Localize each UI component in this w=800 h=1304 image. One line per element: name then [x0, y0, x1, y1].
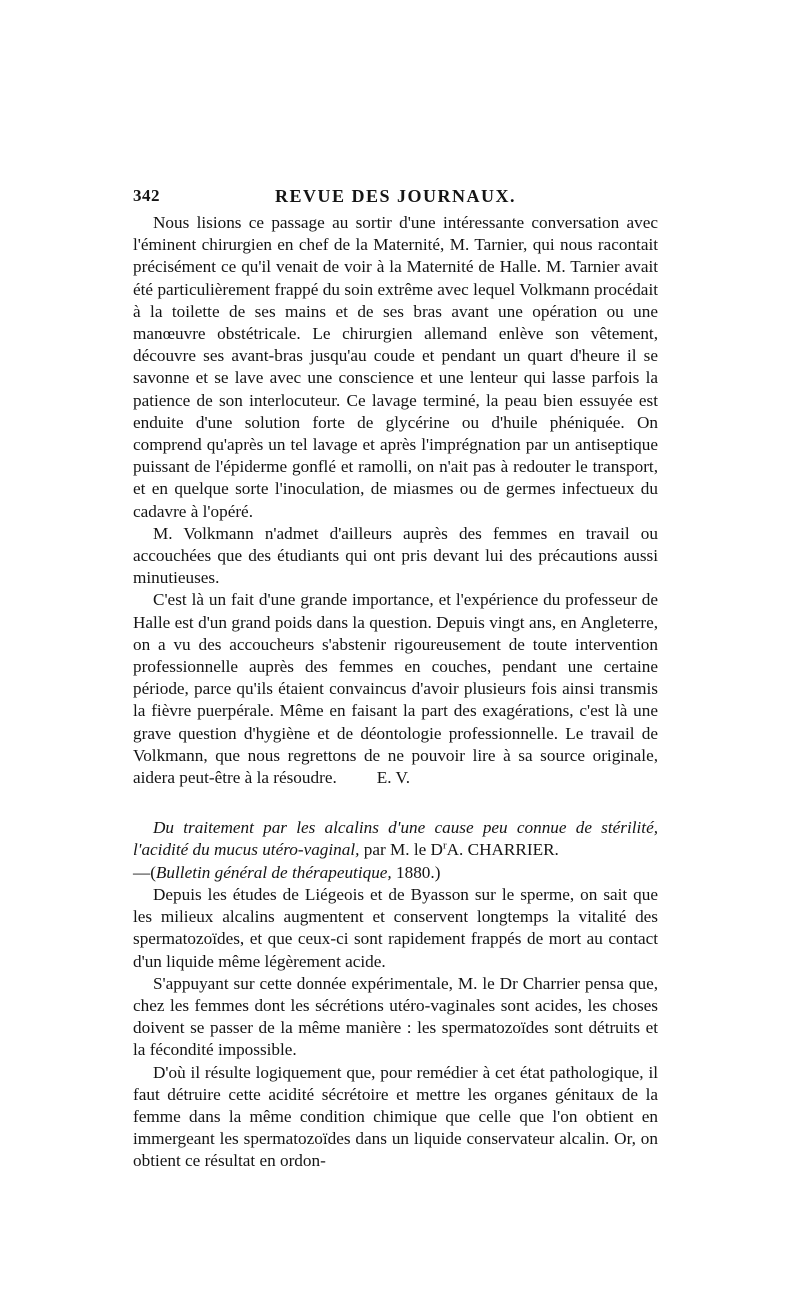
paragraph-3 — [133, 589, 658, 789]
article-heading — [133, 817, 658, 884]
running-header — [133, 186, 658, 212]
article-source-dash: —( — [133, 862, 156, 882]
article-by-sup: r — [442, 839, 447, 852]
running-title: REVUE DES JOURNAUX. — [274, 186, 517, 206]
paragraph-2: M. Volkmann n'admet d'ailleurs auprès des femmes en travail ou accouchées que des étudiants qui ont pris devant lui des précautions aussi minutieuses. — [133, 523, 658, 588]
article-source: Bulletin général de thérapeutique, — [155, 862, 392, 882]
text-body — [133, 212, 658, 1173]
article-by: par M. le D — [363, 840, 443, 860]
section-gap — [133, 789, 658, 817]
article-paragraph-1: Depuis les études de Liégeois et de Byasson sur le sperme, on sait que les milieux alcalins augmentent et conservent longtemps la vitalité des spermatozoïdes, et que ceux-ci sont rapidement frappés de mort au contact d'un liquide même légèrement acide. — [133, 884, 658, 971]
article-source-year: 1880.) — [391, 862, 441, 882]
page-number: 342 — [133, 186, 160, 205]
paragraph-3-text: C'est là un fait d'une grande importance, et l'expérience du professeur de Halle est d'un grand poids dans la question. Depuis vingt ans, en Angleterre, on a vu des accoucheurs s'abstenir rigoureusement de toute intervention professionnelle auprès des femmes en couches, pendant une certaine période, parce qu'ils étaient convaincus d'avoir plusieurs fois ainsi transmis la fièvre puerpérale. Même en faisant la part des exagérations, c'est là une grave question d'hygiène et de déontologie professionnelle. Le travail de Volkmann, que nous regrettons de ne pouvoir lire à sa source originale, aidera peut-être à la résoudre. — [133, 590, 658, 788]
article-paragraph-2: S'appuyant sur cette donnée expérimentale, M. le Dr Charrier pensa que, chez les femmes dont les sécrétions utéro-vaginales sont acides, les choses doivent se passer de la même manière : les spermatozoïdes sont détruits et la fécondité impossible. — [133, 973, 658, 1060]
signature: E. V. — [376, 768, 411, 788]
article-paragraph-3: D'où il résulte logiquement que, pour remédier à cet état pathologique, il faut détruire cette acidité sécrétoire et mettre les organes génitaux de la femme dans la même condition chimique que celle que l'on obtient en immergeant les spermatozoïdes dans un liquide conservateur alcalin. Or, on obtient ce résultat en ordon- — [133, 1062, 658, 1171]
paragraph-1: Nous lisions ce passage au sortir d'une intéressante conversation avec l'éminent chirurgien en chef de la Maternité, M. Tarnier, qui nous racontait précisément ce qu'il venait de voir à la Maternité de Halle. M. Tarnier avait été particulièrement frappé du soin extrême avec lequel Volkmann procédait à la toilette de ses mains et de ses bras avant une opération ou une manœuvre obstétricale. Le chirurgien allemand enlève son vêtement, découvre ses avant-bras jusqu'au coude et pendant un quart d'heure il se savonne et se lave avec une conscience et une lenteur qui lasse parfois la patience de son interlocuteur. Ce lavage terminé, la peau bien essuyée est enduite d'une solution forte de glycérine ou d'huile phéniquée. On comprend qu'après un tel lavage et après l'imprégnation par un antiseptique puissant de l'épiderme gonflé et ramolli, on n'ait pas à redouter le transport, et en quelque sorte l'inoculation, de miasmes ou de germes infectueux du cadavre à l'opéré. — [133, 213, 658, 521]
article-title: Du traitement par les alcalins d'une cause peu connue de stérilité, l'acidité du mucus utéro-vaginal, — [133, 818, 658, 860]
article-author: A. CHARRIER. — [446, 840, 559, 860]
